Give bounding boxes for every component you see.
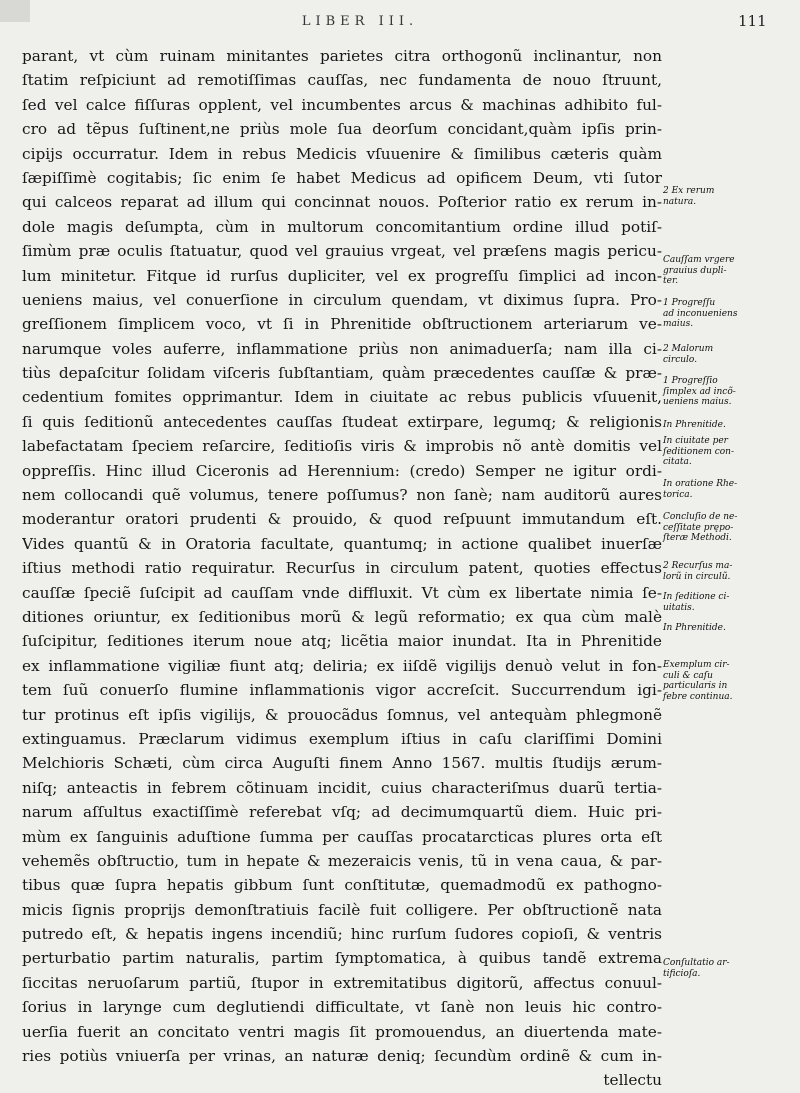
running-head: LIBER III. <box>301 14 419 29</box>
text-line: cro ad tẽpus ſuſtinent,ne priùs mole ſua deorſum concidant,quàm ipſis prin- <box>22 120 662 139</box>
margin-note-line: torica. <box>663 489 693 500</box>
text-line: lum minitetur. Fitque id rurſus dupliciter, vel ex progreſſu ſimplici ad incon- <box>22 266 662 285</box>
text-line: greſſionem ſimplicem voco, vt ſi in Phrenitide obſtructionem arteriarum ve- <box>22 315 662 334</box>
text-line: iſtius methodi ratio requiratur. Recurſus in circulum patent, quoties effectus <box>22 559 662 578</box>
margin-note-line: culi & caſu <box>663 670 713 681</box>
margin-note-line: In Phrenitide. <box>663 420 726 430</box>
text-line: ſed vel calce fiſſuras opplent, vel incumbentes arcus & machinas adhibito ful- <box>22 95 662 114</box>
margin-note-line: uitatis. <box>663 602 695 613</box>
margin-note-line: In Phrenitide. <box>663 623 726 633</box>
text-line: moderantur oratori prudenti & prouido, & quod reſpuunt immutandum eſt. <box>22 510 662 529</box>
margin-note <box>663 660 795 702</box>
margin-note-line: In oratione Rhe- <box>663 479 738 489</box>
margin-note-line: grauius dupli- <box>663 265 727 276</box>
margin-note <box>663 298 795 330</box>
text-line: tellectu <box>603 1071 662 1090</box>
text-line: nem collocandi quẽ volumus, tenere poſſumus? non ſanè; nam auditorũ aures <box>22 486 662 505</box>
margin-note-line: ueniens maius. <box>663 397 732 407</box>
text-line: cedentium fomites opprimantur. Idem in ciuitate ac rebus publicis vſuuenit, <box>22 388 662 407</box>
text-line: ſimùm præ oculis ſtatuatur, quod vel grauius vrgeat, vel præſens magis pericu- <box>22 242 662 261</box>
margin-note <box>663 436 795 468</box>
margin-note-line: Cauſſam vrgere <box>663 255 735 265</box>
margin-note-line: ſimplex ad incõ- <box>663 386 736 397</box>
margin-note-line: maius. <box>663 319 694 329</box>
margin-note-line: citata. <box>663 457 692 467</box>
margin-note <box>663 958 795 979</box>
margin-note-line: tificioſa. <box>663 968 701 979</box>
text-line: qui calceos reparat ad illum qui concinnat nouos. Poſterior ratio ex rerum in- <box>22 193 662 212</box>
margin-note-line: ter. <box>663 276 679 286</box>
margin-note <box>663 255 795 287</box>
page-edge-shadow <box>0 0 30 22</box>
text-line: putredo eſt, & hepatis ingens incendiũ; hinc rurſum ſudores copioſi, & ventris <box>22 925 662 944</box>
margin-note-line: Concluſio de ne- <box>663 512 738 522</box>
margin-note <box>663 512 795 544</box>
text-line: Melchioris Schæti, cùm circa Auguſti finem Anno 1567. multis ſtudijs ærum- <box>22 754 662 773</box>
text-line: tiùs depaſcitur ſolidam viſceris ſubſtantiam, quàm præcedentes cauſſæ & præ- <box>22 364 662 383</box>
margin-note-line: Conſultatio ar- <box>663 958 730 968</box>
text-line: ſuſcipitur, ſeditiones iterum noue atq; licẽtia maior inundat. Ita in Phrenitide <box>22 632 662 651</box>
margin-note <box>663 376 795 408</box>
margin-note-line: In ſeditione ci- <box>663 592 730 602</box>
text-line: labefactatam ſpeciem reſarcire, ſeditioſis viris & improbis nõ antè domitis vel <box>22 437 662 456</box>
margin-note <box>663 186 795 207</box>
text-line: ſorius in larynge cum deglutiendi difficultate, vt ſanè non leuis hic contro- <box>22 998 662 1017</box>
text-line: micis ſignis proprijs demonſtratiuis facilè fuit colligere. Per obſtructionẽ nata <box>22 900 662 919</box>
text-line: narum aſſultus exactiſſimè referebat vſq; ad decimumquartũ diem. Huic pri- <box>22 803 662 822</box>
margin-note-line: 2 Malorum <box>663 344 714 354</box>
margin-note-line: lorũ in circulũ. <box>663 571 731 582</box>
margin-note-line: ſteræ Methodi. <box>663 533 732 543</box>
margin-note <box>663 479 795 500</box>
margin-note-line: ſeditionem con- <box>663 446 735 457</box>
margin-note <box>663 623 795 634</box>
margin-note-line: ceſſitate prępo- <box>663 522 734 533</box>
text-line: uerſia fuerit an concitato ventri magis ſit promouendus, an diuertenda mate- <box>22 1022 662 1041</box>
text-line: cipijs occurratur. Idem in rebus Medicis vſuuenire & ſimilibus cæteris quàm <box>22 144 662 163</box>
margin-note <box>663 561 795 582</box>
text-line: ries potiùs vniuerſa per vrinas, an naturæ deniq; ſecundùm ordinẽ & cum in- <box>22 1047 662 1066</box>
margin-note-line: In ciuitate per <box>663 436 728 446</box>
text-line: ueniens maius, vel conuerſione in circulum quendam, vt diximus ſupra. Pro- <box>22 290 662 309</box>
margin-note-line: febre continua. <box>663 691 733 702</box>
margin-note <box>663 420 795 431</box>
margin-note <box>663 344 795 365</box>
text-line: ſæpiſſimè cogitabis; ſic enim ſe habet Medicus ad opificem Deum, vti ſutor <box>22 168 662 187</box>
text-line: ſi quis ſeditionũ antecedentes cauſſas ſtudeat extirpare, legumq; & religionis <box>22 412 662 431</box>
text-line: Vides quantũ & in Oratoria facultate, quantumq; in actione qualibet inuerſæ <box>22 534 662 553</box>
text-line: oppreſſis. Hinc illud Ciceronis ad Herennium: (credo) Semper ne igitur ordi- <box>22 461 662 480</box>
page-number: 111 <box>738 12 767 30</box>
text-line: parant, vt cùm ruinam minitantes parietes citra orthogonũ inclinantur, non <box>22 47 662 65</box>
main-text-block <box>22 44 662 1093</box>
margin-note <box>663 592 795 613</box>
text-line: tur protinus eſt ipſis vigilijs, & prouocãdus ſomnus, vel antequàm phlegmonẽ <box>22 705 662 724</box>
text-line: mùm ex ſanguinis aduſtione ſumma per cauſſas procatarcticas plures orta eſt <box>22 827 662 846</box>
text-line: extinguamus. Præclarum vidimus exemplum iſtius in caſu clariſſimi Domini <box>22 729 662 748</box>
text-line: ſtatim reſpiciunt ad remotiſſimas cauſſas, nec fundamenta de nouo ſtruunt, <box>22 71 662 90</box>
margin-note-line: 2 Ex rerum <box>663 186 715 196</box>
text-line: perturbatio partim naturalis, partim ſymptomatica, à quibus tandẽ extrema <box>22 949 662 968</box>
text-line: ſiccitas neruoſarum partiũ, ſtupor in extremitatibus digitorũ, affectus conuul- <box>22 973 662 992</box>
text-line: tibus quæ ſupra hepatis gibbum ſunt conſtitutæ, quemadmodũ ex pathogno- <box>22 876 662 895</box>
text-line: narumque voles auferre, inflammatione priùs non animaduerſa; nam illa ci- <box>22 339 662 358</box>
margin-note-line: particularis in <box>663 681 728 691</box>
text-line: niſq; anteactis in febrem cõtinuam incidit, cuius characteriſmus duarũ tertia- <box>22 778 662 797</box>
text-line: dole magis deſumpta, cùm in multorum concomitantium ordine illud potiſ- <box>22 217 662 236</box>
text-line: tem ſuũ conuerſo flumine inflammationis vigor accreſcit. Succurrendum igi- <box>22 681 662 700</box>
margin-note-line: 2 Recurſus ma- <box>663 561 733 571</box>
margin-note-line: circulo. <box>663 354 698 365</box>
margin-note-line: natura. <box>663 196 697 207</box>
text-line: vehemẽs obſtructio, tum in hepate & mezeraicis venis, tũ in vena caua, & par- <box>22 851 662 870</box>
margin-note-line: 1 Progreſſu <box>663 298 716 308</box>
text-line: ditiones oriuntur, ex ſeditionibus morũ & legũ reformatio; ex qua cùm malè <box>22 607 662 626</box>
text-line: ex inflammatione vigiliæ fiunt atq; deliria; ex iiſdẽ vigilijs denuò velut in fon- <box>22 656 662 675</box>
margin-note-line: 1 Progreſſio <box>663 376 718 386</box>
margin-note-line: Exemplum cir- <box>663 660 730 670</box>
margin-note-line: ad inconueniens <box>663 308 738 319</box>
text-line: cauſſæ ſpeciẽ ſuſcipit ad cauſſam vnde diffluxit. Vt cùm ex libertate nimia ſe- <box>22 583 662 602</box>
